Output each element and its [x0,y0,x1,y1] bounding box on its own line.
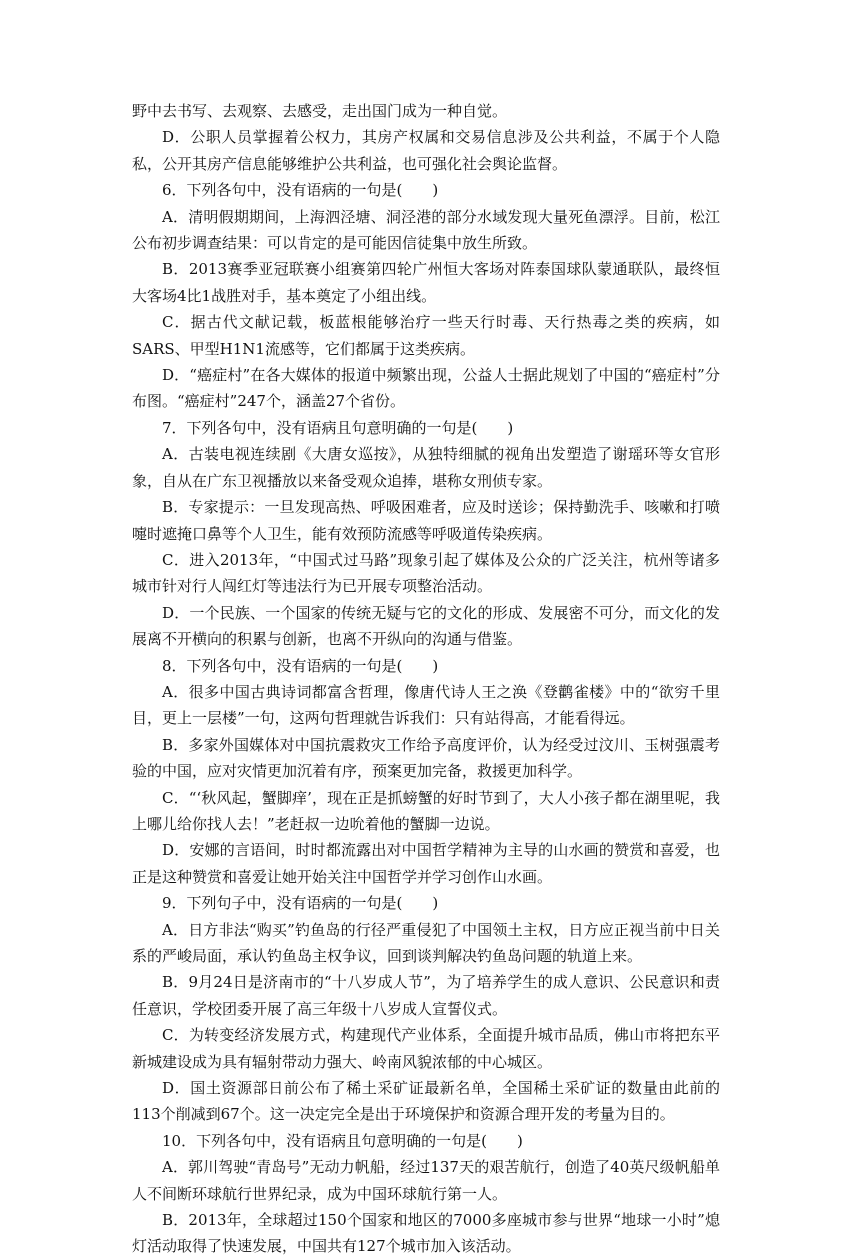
option-a-q8: A．很多中国古典诗词都富含哲理，像唐代诗人王之涣《登鹳雀楼》中的“欲穷千里目，更上一层楼”一句，这两句哲理就告诉我们：只有站得高，才能看得远。 [132,682,720,728]
option-a-q9: A．日方非法“购买”钓鱼岛的行径严重侵犯了中国领土主权，日方应正视当前中日关系的严峻局面，承认钓鱼岛主权争议，回到谈判解决钓鱼岛问题的轨道上来。 [132,920,720,965]
option-a-q7: A．古装电视连续剧《大唐女巡按》，从独特细腻的视角出发塑造了谢瑶环等女官形象，自从在广东卫视播放以来备受观众追捧，堪称女刑侦专家。 [132,445,720,490]
option-d-q5: D．公职人员掌握着公权力，其房产权属和交易信息涉及公共利益，不属于个人隐私，公开其房产信息能够维护公共利益，也可强化社会舆论监督。 [132,128,720,173]
option-c-q7: C．进入2013年，“中国式过马路”现象引起了媒体及公众的广泛关注，杭州等诸多城市针对行人闯红灯等违法行为已开展专项整治活动。 [132,550,720,596]
option-d-q6: D．“癌症村”在各大媒体的报道中频繁出现，公益人士据此规划了中国的“癌症村”分布图。“癌症村”247个，涵盖27个省份。 [132,366,720,411]
question-9: 9．下列句子中，没有语病的一句是( ) [162,894,439,913]
option-d-q8: D．安娜的言语间，时时都流露出对中国哲学精神为主导的山水画的赞赏和喜爱，也正是这种赞赏和喜爱让她开始关注中国哲学并学习创作山水画。 [132,841,720,886]
option-b-q8: B．多家外国媒体对中国抗震救灾工作给予高度评价，认为经受过汶川、玉树强震考验的中国，应对灾情更加沉着有序，预案更加完备，救援更加科学。 [132,735,720,781]
option-c-q8: C．“‘秋风起，蟹脚痒’，现在正是抓螃蟹的好时节到了，大人小孩子都在湖里呢，我上哪儿给你找人去！”老赶叔一边吮着他的蟹脚一边说。 [132,788,720,833]
document-page [132,98,720,1260]
option-c-q6: C．据古代文献记载，板蓝根能够治疗一些天行时毒、天行热毒之类的疾病，如SARS、甲型H1N1流感等，它们都属于这类疾病。 [132,313,720,358]
option-b-q6: B．2013赛季亚冠联赛小组赛第四轮广州恒大客场对阵泰国球队蒙通联队，最终恒大客场4比1战胜对手，基本奠定了小组出线。 [132,260,720,305]
option-d-q7: D．一个民族、一个国家的传统无疑与它的文化的形成、发展密不可分，而文化的发展离不开横向的积累与创新，也离不开纵向的沟通与借鉴。 [132,603,720,649]
question-7: 7．下列各句中，没有语病且句意明确的一句是( ) [162,418,514,437]
option-d-q9: D．国土资源部日前公布了稀土采矿证最新名单，全国稀土采矿证的数量由此前的113个削减到67个。这一决定完全是出于环境保护和资源合理开发的考量为目的。 [132,1079,720,1124]
paragraph-continuation: 野中去书写、去观察、去感受，走出国门成为一种自觉。 [132,102,508,120]
option-b-q9: B．9月24日是济南市的“十八岁成人节”，为了培养学生的成人意识、公民意识和责任意识，学校团委开展了高三年级十八岁成人宣誓仪式。 [132,973,720,1018]
question-8: 8．下列各句中，没有语病的一句是( ) [162,656,439,675]
question-10: 10．下列各句中，没有语病且句意明确的一句是( ) [162,1131,523,1150]
option-c-q9: C．为转变经济发展方式，构建现代产业体系，全面提升城市品质，佛山市将把东平新城建设成为具有辐射带动力强大、岭南风貌浓郁的中心城区。 [132,1026,720,1071]
option-a-q6: A．清明假期期间，上海泗泾塘、洞泾港的部分水域发现大量死鱼漂浮。目前，松江公布初步调查结果：可以肯定的是可能因信徒集中放生所致。 [132,207,720,253]
option-b-q10: B．2013年，全球超过150个国家和地区的7000多座城市参与世界“地球一小时”熄灯活动取得了快速发展，中国共有127个城市加入该活动。 [132,1211,720,1256]
option-a-q10: A．郭川驾驶“青岛号”无动力帆船，经过137天的艰苦航行，创造了40英尺级帆船单人不间断环球航行世界纪录，成为中国环球航行第一人。 [132,1158,720,1203]
question-6: 6．下列各句中，没有语病的一句是( ) [162,181,439,200]
option-b-q7: B．专家提示：一旦发现高热、呼吸困难者，应及时送诊；保持勤洗手、咳嗽和打喷嚏时遮掩口鼻等个人卫生，能有效预防流感等呼吸道传染疾病。 [132,498,720,543]
